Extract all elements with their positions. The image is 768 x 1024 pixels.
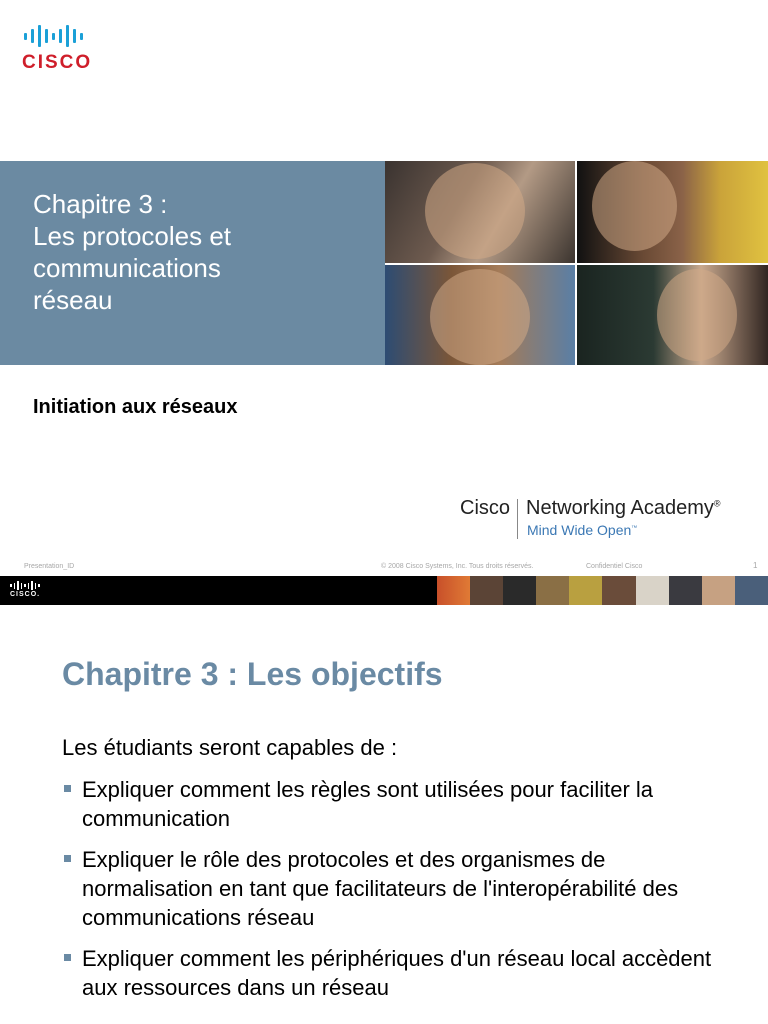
title-line-3: communications — [33, 253, 221, 283]
academy-cisco-word: Cisco — [460, 497, 511, 519]
slide-title — [33, 188, 231, 316]
academy-tagline-wrap — [527, 522, 637, 538]
objective-item: Expliquer comment les périphériques d'un réseau local accèdent aux ressources dans un réseau — [62, 944, 742, 1002]
page-number: 1 — [753, 561, 758, 570]
course-subtitle: Initiation aux réseaux — [33, 396, 238, 418]
presentation-id: Presentation_ID — [24, 563, 75, 570]
header-cisco-text: CISCO. — [10, 591, 41, 598]
title-line-4: réseau — [33, 285, 113, 315]
objectives-intro: Les étudiants seront capables de : — [62, 735, 398, 760]
header-cisco-logo — [10, 581, 50, 601]
header-photo-strip — [437, 576, 768, 605]
objectives-list — [62, 775, 742, 1014]
academy-name: Networking Academy — [526, 497, 714, 519]
academy-divider — [517, 499, 518, 539]
confidential-text: Confidentiel Cisco — [586, 563, 643, 570]
academy-tagline: Mind Wide Open — [527, 522, 632, 538]
trademark-mark: ™ — [631, 525, 638, 532]
copyright-text: © 2008 Cisco Systems, Inc. Tous droits réservés. — [381, 563, 534, 570]
objective-item: Expliquer le rôle des protocoles et des organismes de normalisation en tant que facilitateurs de l'interopérabilité des communications réseau — [62, 845, 742, 932]
objective-item: Expliquer comment les règles sont utilisées pour faciliter la communication — [62, 775, 742, 833]
objectives-title: Chapitre 3 : Les objectifs — [62, 656, 443, 692]
cisco-logo-text: CISCO — [22, 52, 93, 73]
title-line-1: Chapitre 3 : — [33, 189, 168, 219]
photo-student-4 — [577, 265, 768, 365]
photo-student-2 — [577, 161, 768, 263]
academy-name-wrap — [526, 497, 721, 520]
cisco-bars-icon — [24, 24, 118, 48]
networking-academy-logo — [460, 497, 750, 547]
registered-mark: ® — [713, 498, 721, 509]
photo-student-1 — [385, 161, 575, 263]
header-cisco-bars-icon — [10, 581, 50, 590]
title-banner — [0, 161, 768, 365]
title-line-2: Les protocoles et — [33, 221, 232, 251]
slide-header-bar — [0, 576, 768, 605]
title-panel — [0, 161, 385, 365]
photo-student-3 — [385, 265, 575, 365]
slide-2 — [0, 605, 768, 1024]
cisco-logo — [22, 24, 118, 76]
